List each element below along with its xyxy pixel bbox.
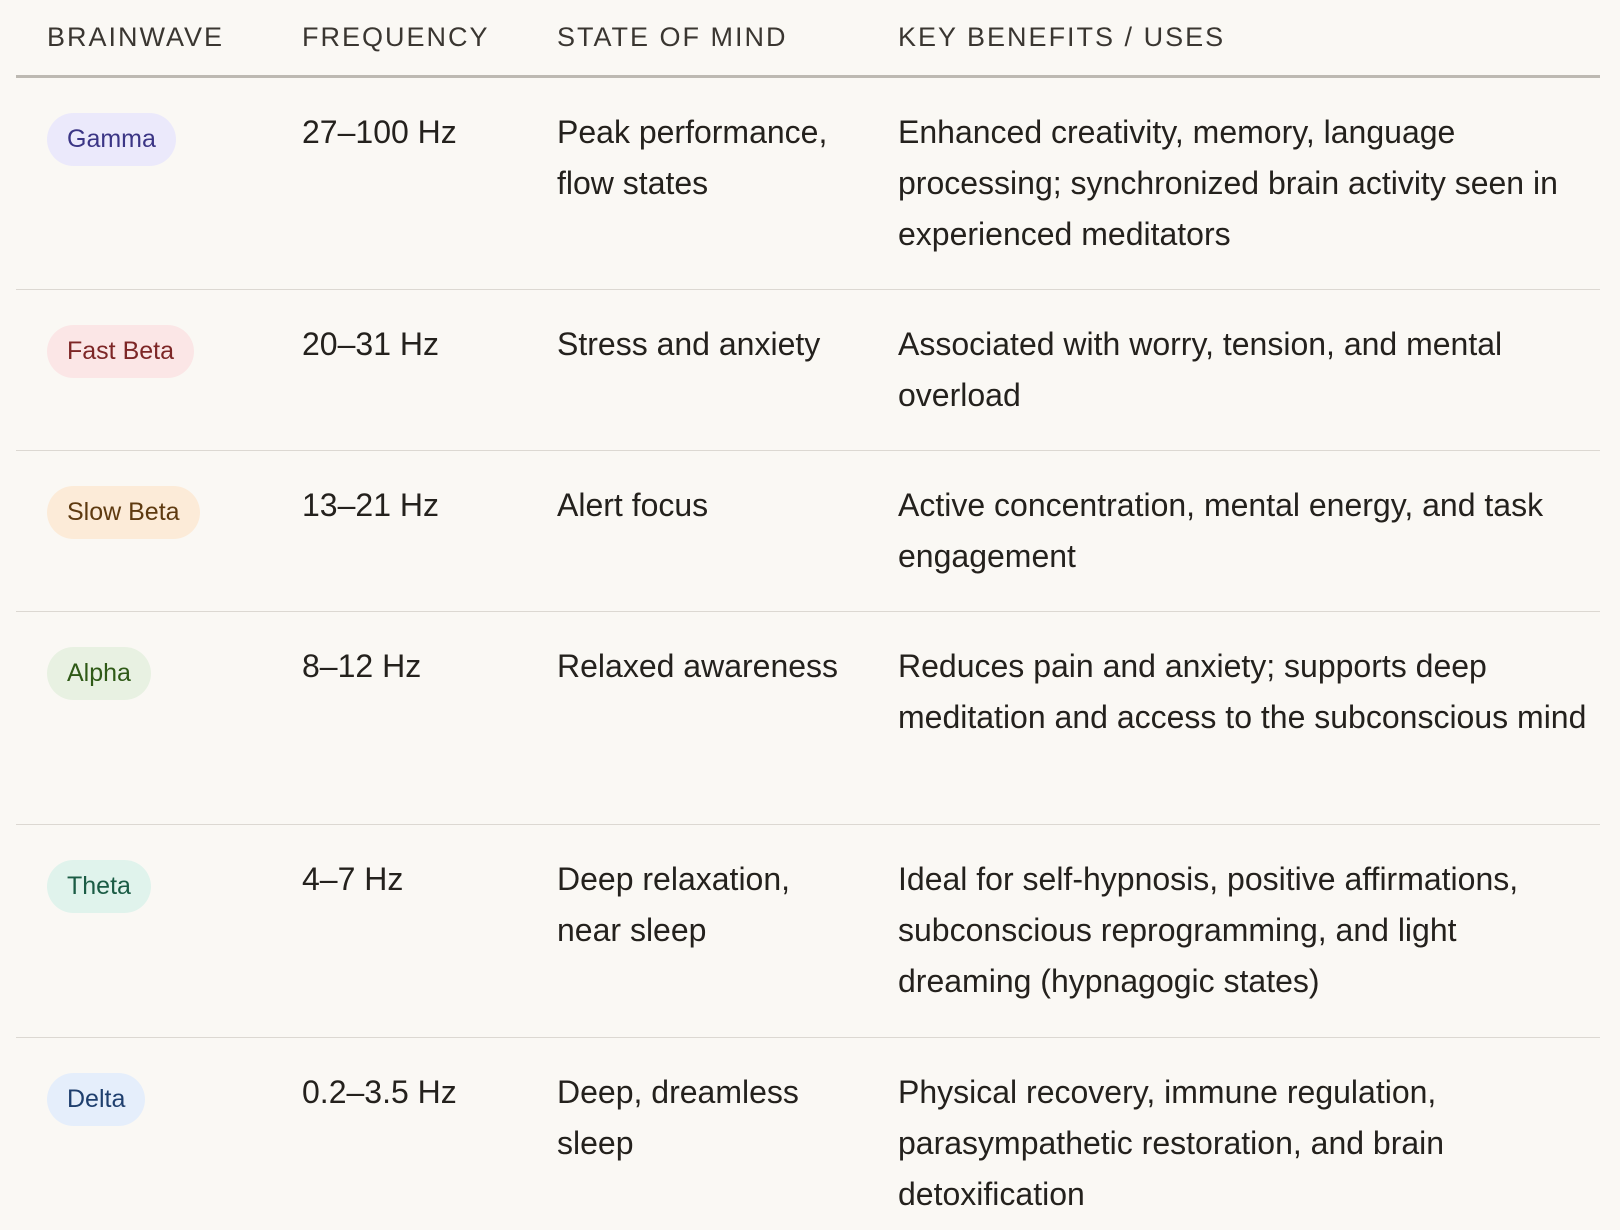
table-row	[16, 824, 1600, 1037]
brainwave-badge: Gamma	[47, 113, 176, 166]
state-cell: Peak performance, flow states	[526, 76, 867, 289]
state-cell: Deep relaxation, near sleep	[526, 824, 867, 1037]
brainwave-cell	[16, 76, 271, 289]
brainwave-badge: Fast Beta	[47, 325, 194, 378]
brainwave-table	[16, 0, 1600, 1230]
table-row	[16, 289, 1600, 450]
frequency-cell: 4–7 Hz	[271, 824, 526, 1037]
frequency-cell: 27–100 Hz	[271, 76, 526, 289]
header-frequency: FREQUENCY	[271, 0, 526, 76]
benefits-cell: Enhanced creativity, memory, language processing; synchronized brain activity seen in experienced meditators	[867, 76, 1600, 289]
benefits-cell: Reduces pain and anxiety; supports deep meditation and access to the subconscious mind	[867, 611, 1600, 824]
table-row	[16, 450, 1600, 611]
table-header	[16, 0, 1600, 76]
brainwave-badge: Alpha	[47, 647, 151, 700]
brainwave-cell	[16, 611, 271, 824]
table-row	[16, 611, 1600, 824]
table-body	[16, 76, 1600, 1230]
brainwave-badge: Delta	[47, 1073, 145, 1126]
table-row	[16, 76, 1600, 289]
state-cell: Deep, dreamless sleep	[557, 1073, 799, 1161]
brainwave-badge: Theta	[47, 860, 151, 913]
frequency-cell: 8–12 Hz	[271, 611, 526, 824]
state-cell: Stress and anxiety	[526, 289, 867, 450]
benefits-cell: Associated with worry, tension, and mental overload	[867, 289, 1600, 450]
header-row	[16, 0, 1600, 76]
header-benefits: KEY BENEFITS / USES	[867, 0, 1600, 76]
brainwave-cell	[16, 1037, 271, 1230]
frequency-cell: 0.2–3.5 Hz	[302, 1073, 457, 1110]
frequency-cell: 20–31 Hz	[271, 289, 526, 450]
header-state: STATE OF MIND	[526, 0, 867, 76]
table-row	[16, 1037, 1600, 1230]
header-brainwave: BRAINWAVE	[16, 0, 271, 76]
brainwave-badge: Slow Beta	[47, 486, 200, 539]
state-cell: Relaxed awareness	[526, 611, 867, 824]
frequency-cell: 13–21 Hz	[271, 450, 526, 611]
state-cell: Alert focus	[526, 450, 867, 611]
benefits-cell: Physical recovery, immune regulation, parasympathetic restoration, and brain detoxification	[898, 1073, 1445, 1212]
benefits-cell: Ideal for self-hypnosis, positive affirmations, subconscious reprogramming, and light dreaming (hypnagogic states)	[867, 824, 1600, 1037]
brainwave-cell	[16, 289, 271, 450]
benefits-cell: Active concentration, mental energy, and task engagement	[867, 450, 1600, 611]
brainwave-cell	[16, 824, 271, 1037]
brainwave-cell	[16, 450, 271, 611]
